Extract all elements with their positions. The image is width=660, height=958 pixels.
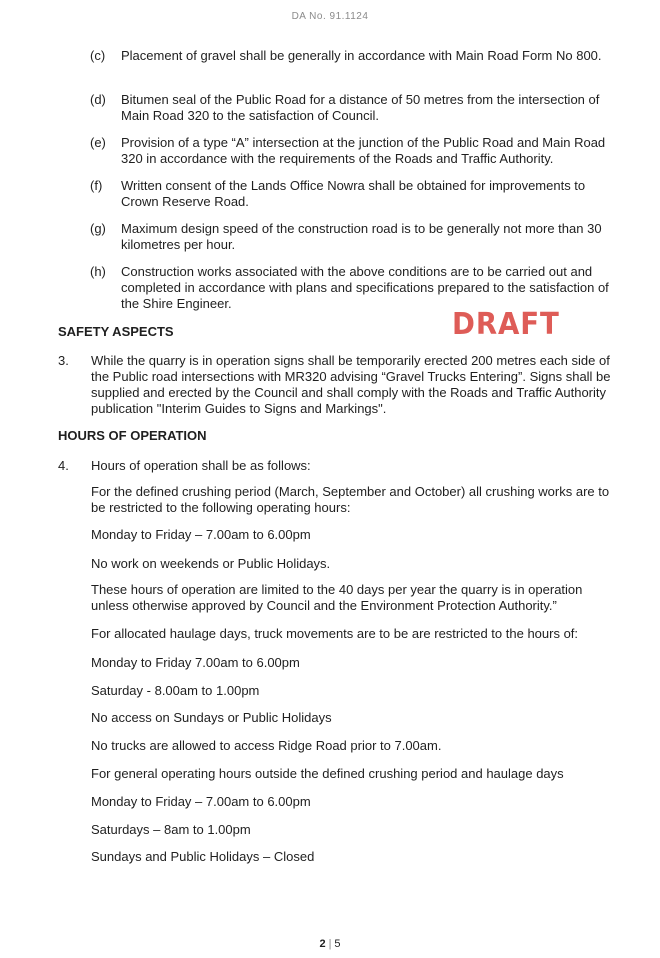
hours-line: Monday to Friday 7.00am to 6.00pm — [91, 655, 300, 670]
haulage-text: For allocated haulage days, truck movements are to be are restricted to the hours of: — [91, 626, 579, 641]
condition-label: (f) — [90, 178, 103, 193]
hours-heading: HOURS OF OPERATION — [58, 428, 207, 443]
condition-e — [90, 135, 610, 167]
hours-line: Monday to Friday – 7.00am to 6.00pm — [91, 794, 311, 809]
condition-f — [90, 178, 610, 210]
hours-line: No trucks are allowed to access Ridge Road prior to 7.00am. — [91, 738, 442, 753]
page-separator: | — [328, 938, 332, 950]
hours-intro: Hours of operation shall be as follows: — [91, 458, 311, 473]
hours-line: Saturdays – 8am to 1.00pm — [91, 822, 251, 837]
condition-text: Provision of a type “A” intersection at the junction of the Public Road and Main Road 320 in accordance with the requirements of the Roads and Traffic Authority. — [121, 135, 606, 166]
condition-label: (d) — [90, 92, 106, 107]
condition-label: (h) — [90, 264, 106, 279]
condition-label: (e) — [90, 135, 106, 150]
condition-text: Bitumen seal of the Public Road for a distance of 50 metres from the intersection of Main Road 320 to the satisfaction of Council. — [121, 92, 600, 123]
condition-d — [90, 92, 610, 124]
hours-line: Monday to Friday – 7.00am to 6.00pm — [91, 527, 311, 542]
safety-heading: SAFETY ASPECTS — [58, 324, 174, 339]
hours-line: Saturday - 8.00am to 1.00pm — [91, 683, 260, 698]
condition-g — [90, 221, 610, 253]
page-number — [0, 938, 660, 950]
condition-label: (c) — [90, 48, 106, 63]
total-pages: 5 — [334, 938, 341, 950]
current-page: 2 — [319, 938, 326, 950]
condition-label: (g) — [90, 221, 106, 236]
safety-text: While the quarry is in operation signs shall be temporarily erected 200 metres each side of the Public road intersections with MR320 advising “Gravel Trucks Entering”. Signs shall be supplied and erected by the Council and shall comply with the Roads and Traffic Authority publication "Interim Guides to Signs and Markings". — [91, 353, 611, 416]
limitation-text: These hours of operation are limited to the 40 days per year the quarry is in operation unless otherwise approved by Council and the Environment Protection Authority.” — [91, 582, 583, 613]
hours-line: Sundays and Public Holidays – Closed — [91, 849, 315, 864]
condition-h — [90, 264, 610, 312]
hours-line: No work on weekends or Public Holidays. — [91, 556, 331, 571]
crushing-period-text: For the defined crushing period (March, September and October) all crushing works are to be restricted to the following operating hours: — [91, 484, 610, 515]
hours-line: No access on Sundays or Public Holidays — [91, 710, 332, 725]
condition-text: Construction works associated with the above conditions are to be carried out and completed in accordance with plans and specifications prepared to the satisfaction of the Shire Engineer. — [121, 264, 609, 311]
condition-text: Written consent of the Lands Office Nowra shall be obtained for improvements to Crown Reserve Road. — [121, 178, 586, 209]
condition-text: Maximum design speed of the construction road is to be generally not more than 30 kilometres per hour. — [121, 221, 602, 252]
clause-number: 4. — [58, 458, 69, 473]
condition-c — [90, 48, 610, 64]
condition-text: Placement of gravel shall be generally in accordance with Main Road Form No 800. — [121, 48, 602, 63]
document-reference: DA No. 91.1124 — [291, 11, 369, 22]
clause-number: 3. — [58, 353, 69, 368]
hours-line: For general operating hours outside the defined crushing period and haulage days — [91, 766, 564, 781]
draft-stamp: DRAFT — [452, 307, 560, 342]
